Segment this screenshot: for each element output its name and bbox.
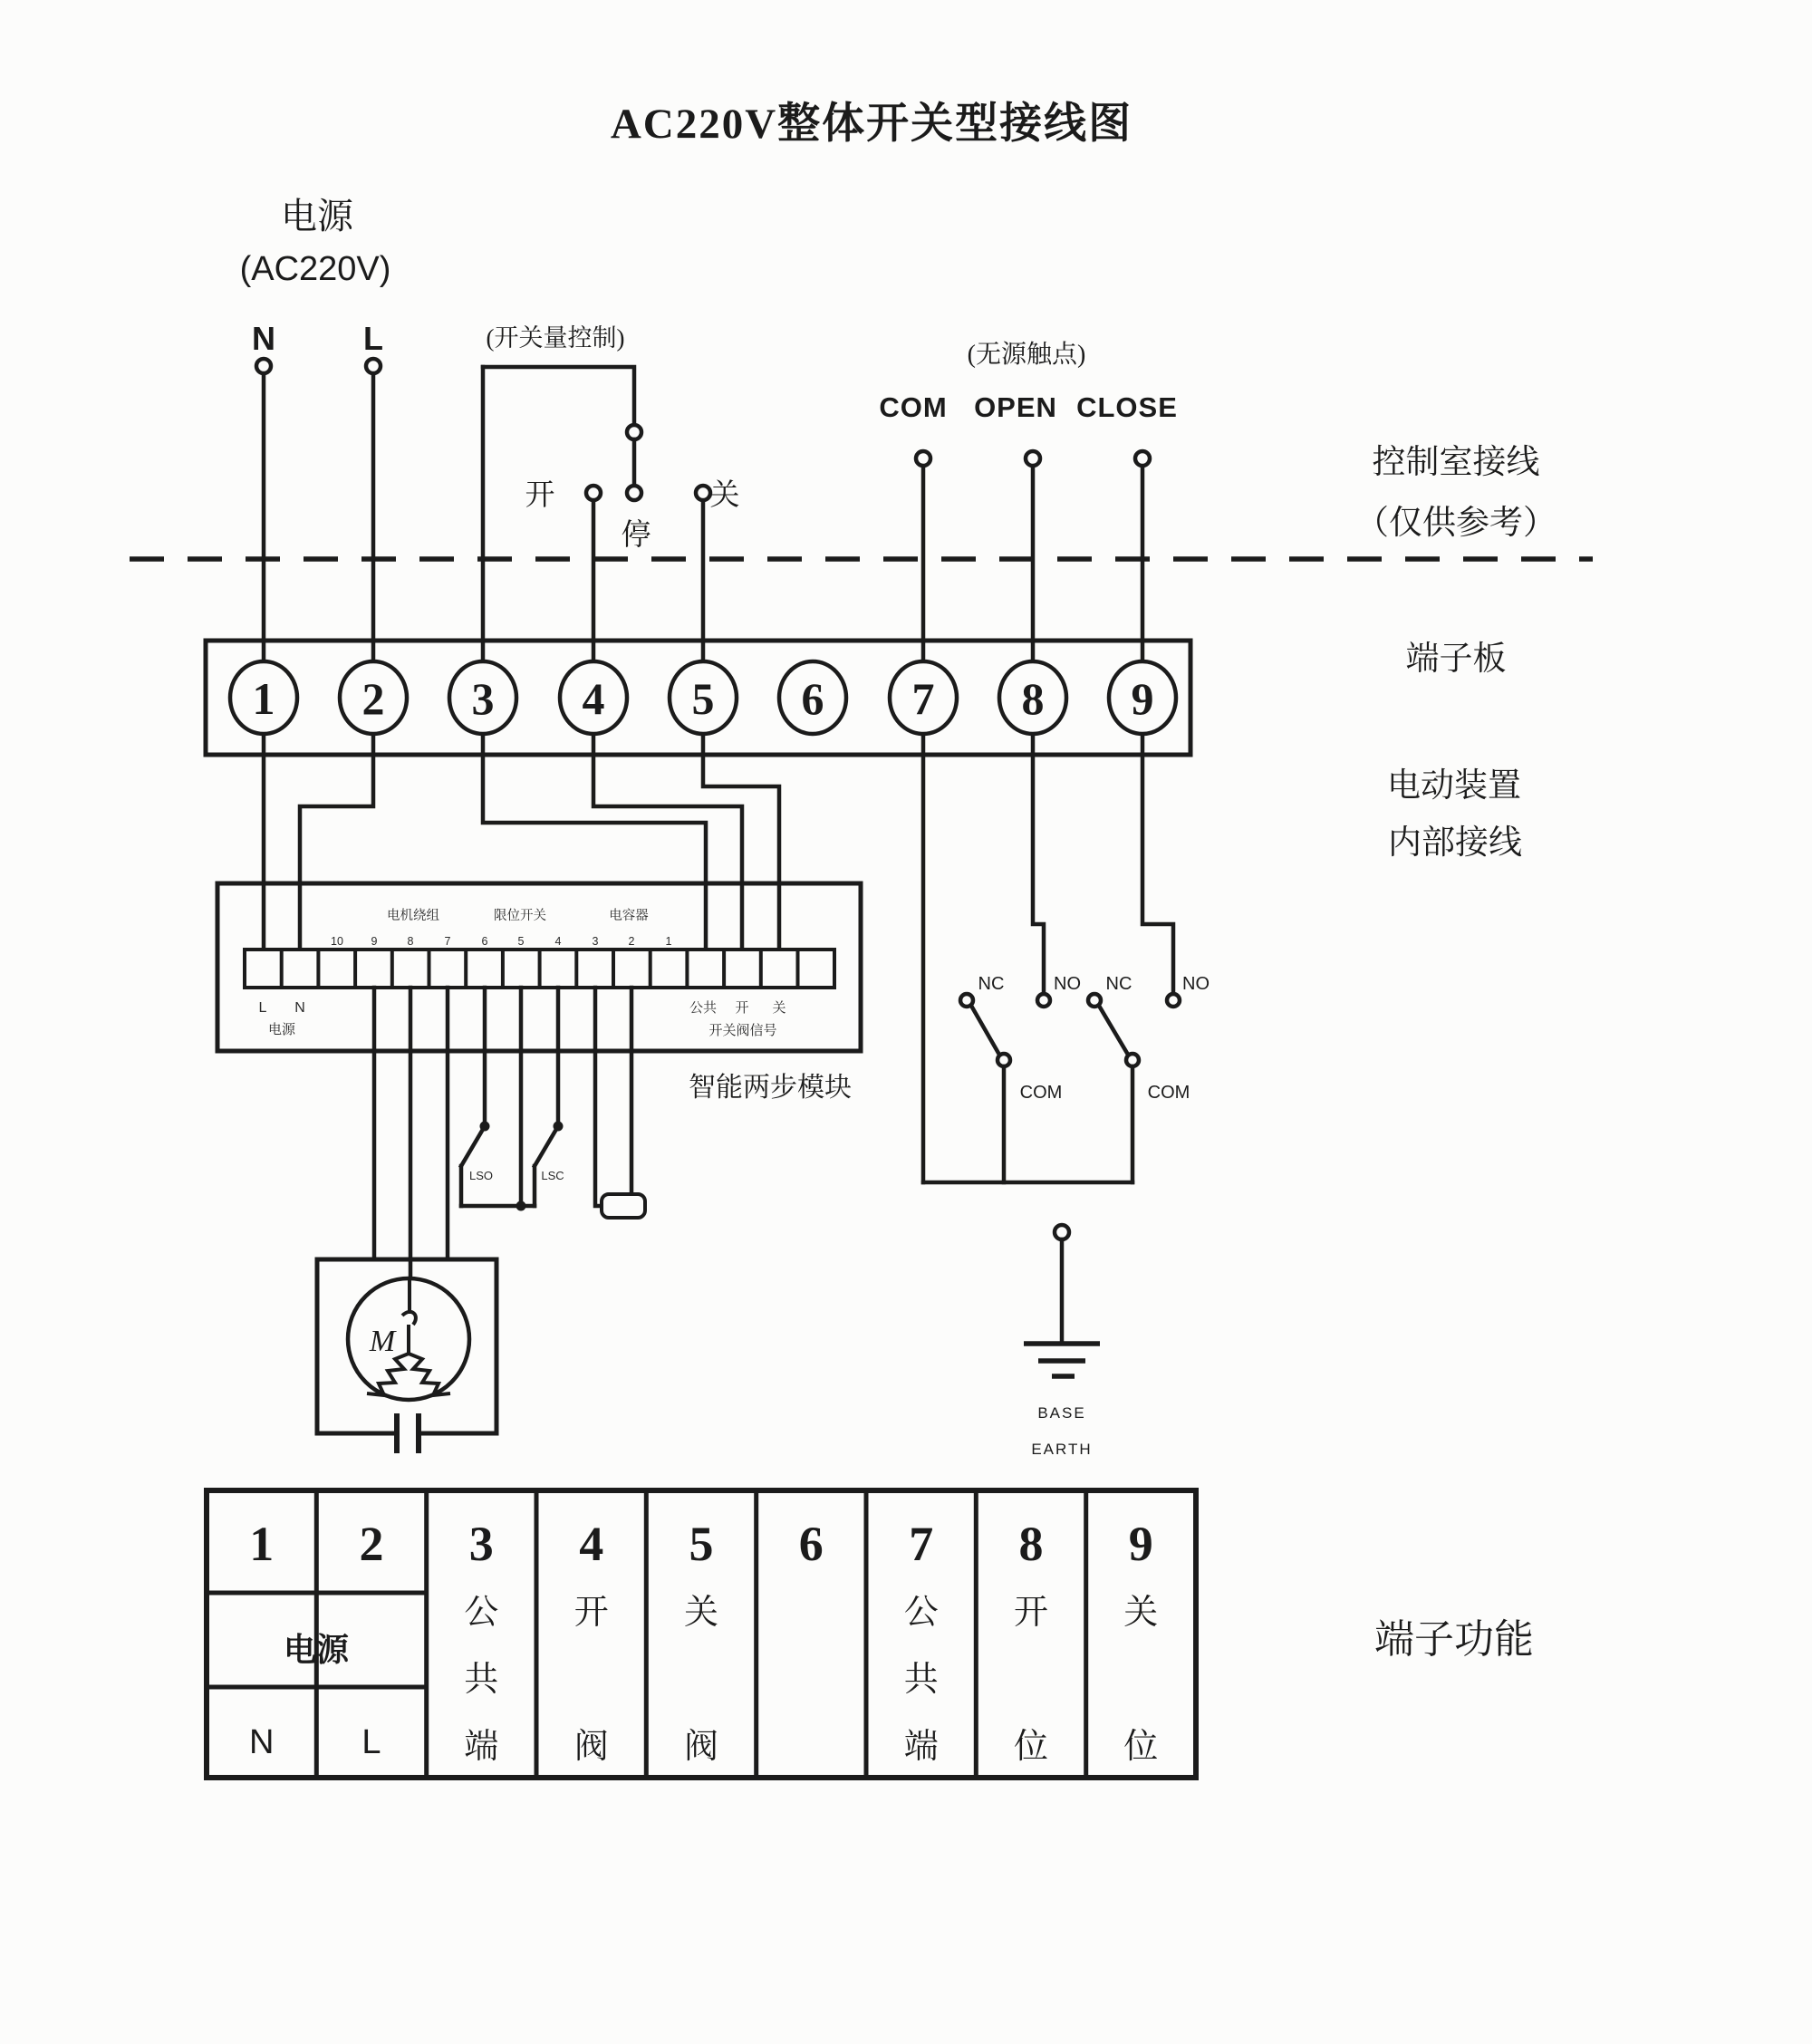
open-terminal-circle xyxy=(1026,451,1040,466)
motor-m-label: M xyxy=(369,1325,396,1358)
board-terminal-number: 5 xyxy=(691,673,715,724)
module-caption: 智能两步模块 xyxy=(689,1073,852,1103)
thermal-protector-box xyxy=(602,1194,645,1218)
com-label: COM xyxy=(879,391,948,423)
module-cell-number: 6 xyxy=(481,935,488,948)
module-signal-note: 开关阀信号 xyxy=(708,1024,777,1038)
terminal-function-label: 端子功能 xyxy=(1374,1617,1534,1662)
open-button-label: 开 xyxy=(525,479,555,512)
table-function-open-valve: 开阀 xyxy=(573,1594,609,1766)
table-number: 9 xyxy=(1128,1517,1153,1571)
board-terminal-number: 6 xyxy=(801,673,824,724)
board-terminal-number: 4 xyxy=(582,673,605,724)
board-terminal-number: 2 xyxy=(361,673,385,724)
earth-label-line2: EARTH xyxy=(1031,1441,1093,1458)
sw1-no-label: NO xyxy=(1054,974,1081,994)
passive-contacts-caption: (无源触点) xyxy=(967,341,1086,369)
page-title: AC220V整体开关型接线图 xyxy=(610,101,1133,148)
anno-actuator-line2: 内部接线 xyxy=(1388,824,1522,862)
earth-label-line1: BASE xyxy=(1037,1404,1086,1422)
l-terminal-label: L xyxy=(363,320,383,357)
power-voltage-label: (AC220V) xyxy=(239,250,391,288)
module-group-label: 电机绕组 xyxy=(387,909,439,923)
anno-control-room: 控制室接线 xyxy=(1372,444,1540,481)
anno-reference: （仅供参考） xyxy=(1355,505,1557,542)
anno-actuator-line1: 电动装置 xyxy=(1387,767,1521,805)
table-number: 5 xyxy=(689,1517,714,1571)
stop-button-upper-contact xyxy=(627,425,641,439)
sw1-com-label: COM xyxy=(1019,1083,1063,1103)
board-terminal-number: 3 xyxy=(471,673,495,724)
module-open-label: 开 xyxy=(735,1001,749,1016)
module-cell-number: 9 xyxy=(371,935,378,948)
com-terminal-circle xyxy=(916,451,930,466)
stop-button-label: 停 xyxy=(621,519,651,552)
module-cell-number: 8 xyxy=(407,935,414,948)
close-terminal-circle xyxy=(1135,451,1150,466)
bus-junction-dot xyxy=(516,1201,526,1211)
board-terminal-number: 1 xyxy=(252,673,275,724)
table-function-close-position: 关位 xyxy=(1123,1594,1159,1766)
sw2-no-contact xyxy=(1167,994,1180,1007)
l-terminal-circle xyxy=(366,359,381,373)
earth-terminal-circle xyxy=(1055,1225,1069,1239)
table-function-open-position: 开位 xyxy=(1013,1594,1049,1766)
board-terminal-number: 8 xyxy=(1021,673,1045,724)
n-terminal-label: N xyxy=(252,320,275,357)
table-number: 2 xyxy=(359,1517,384,1571)
module-power-label: 电源 xyxy=(267,1023,296,1037)
sw1-no-contact xyxy=(1037,994,1050,1007)
table-number: 3 xyxy=(468,1517,494,1571)
table-function-common2: 公共端 xyxy=(903,1594,939,1766)
board-terminal-number: 7 xyxy=(911,673,935,724)
power-label: 电源 xyxy=(281,196,353,236)
table-function-close-valve: 关阀 xyxy=(683,1594,719,1766)
module-group-label: 电容器 xyxy=(609,909,649,923)
anno-terminal-board: 端子板 xyxy=(1405,641,1507,678)
table-number: 7 xyxy=(909,1517,934,1571)
n-terminal-circle xyxy=(256,359,271,373)
sw2-nc-label: NC xyxy=(1105,974,1132,994)
module-n-label: N xyxy=(294,1000,305,1016)
close-button-label: 关 xyxy=(709,479,740,512)
sw2-com-label: COM xyxy=(1147,1083,1190,1103)
module-common-label: 公共 xyxy=(689,1001,718,1016)
sw2-no-label: NO xyxy=(1182,974,1210,994)
module-l-label: L xyxy=(258,1000,267,1016)
table-l-label: L xyxy=(361,1723,381,1761)
sw1-nc-label: NC xyxy=(978,974,1005,994)
close-button-contact xyxy=(696,486,710,500)
table-number: 8 xyxy=(1018,1517,1044,1571)
module-cell-number: 5 xyxy=(517,935,525,948)
module-close-label: 关 xyxy=(772,1001,786,1016)
open-label: OPEN xyxy=(974,391,1057,423)
close-label: CLOSE xyxy=(1076,391,1178,423)
table-power-label: 电源 xyxy=(283,1632,350,1668)
module-cell-number: 1 xyxy=(665,935,672,948)
module-cell-number: 10 xyxy=(331,935,343,948)
board-terminal-number: 9 xyxy=(1131,673,1154,724)
lsc-label: LSC xyxy=(541,1169,564,1182)
lso-label: LSO xyxy=(468,1169,494,1182)
module-group-label: 限位开关 xyxy=(494,909,546,923)
table-function-common1: 公共端 xyxy=(464,1594,499,1766)
switch-control-caption: (开关量控制) xyxy=(486,324,625,352)
module-cell-number: 2 xyxy=(628,935,635,948)
table-number: 1 xyxy=(249,1517,275,1571)
table-number: 4 xyxy=(579,1517,604,1571)
module-cell-number: 7 xyxy=(444,935,451,948)
open-button-contact xyxy=(586,486,601,500)
stop-button-lower-contact xyxy=(627,486,641,500)
module-cell-number: 4 xyxy=(554,935,562,948)
table-number: 6 xyxy=(798,1517,824,1571)
table-n-label: N xyxy=(248,1723,275,1761)
module-cell-number: 3 xyxy=(592,935,599,948)
